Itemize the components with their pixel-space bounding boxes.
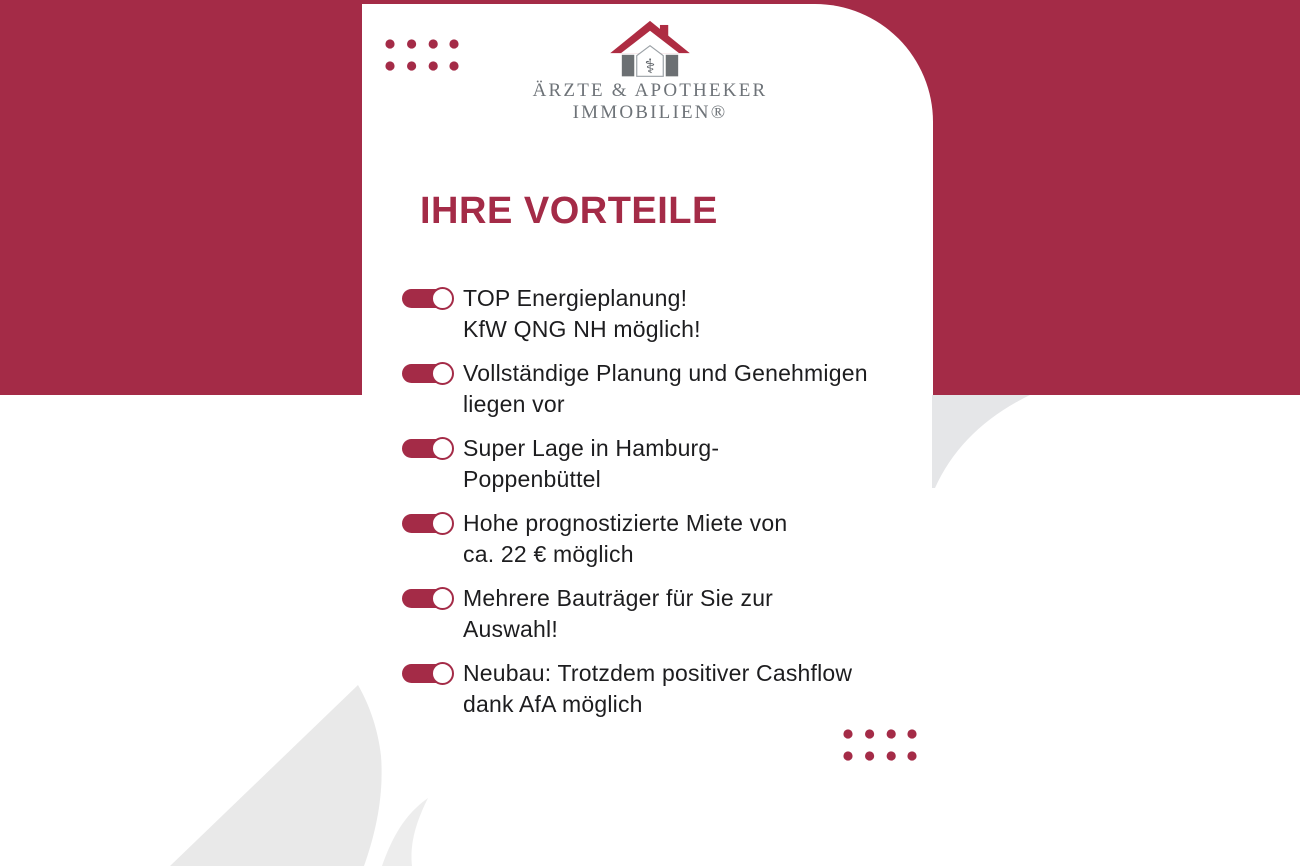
benefit-list — [402, 283, 868, 733]
benefit-line: Auswahl! — [463, 616, 558, 642]
benefit-text — [463, 358, 868, 420]
toggle-on-icon — [402, 289, 451, 308]
dot-grid-top-left-icon — [384, 38, 460, 71]
toggle-knob — [431, 587, 454, 610]
list-item — [402, 508, 868, 570]
benefit-text — [463, 658, 852, 720]
benefit-line: Vollständige Planung und Genehmigen — [463, 360, 868, 386]
benefit-text — [463, 433, 719, 495]
brand-name-line1: ÄRZTE & APOTHEKER — [532, 80, 768, 101]
list-item — [402, 358, 868, 420]
toggle-knob — [431, 512, 454, 535]
toggle-on-icon — [402, 589, 451, 608]
toggle-on-icon — [402, 364, 451, 383]
list-item — [402, 583, 868, 645]
benefit-text — [463, 283, 701, 345]
page-title: IHRE VORTEILE — [420, 190, 718, 232]
toggle-on-icon — [402, 514, 451, 533]
house-with-aesculapius-staff-icon — [608, 20, 692, 78]
benefit-line: liegen vor — [463, 391, 565, 417]
toggle-knob — [431, 662, 454, 685]
benefit-text — [463, 583, 773, 645]
toggle-knob — [431, 287, 454, 310]
toggle-on-icon — [402, 664, 451, 683]
benefit-line: dank AfA möglich — [463, 691, 643, 717]
brand-logo — [500, 20, 800, 122]
list-item — [402, 658, 868, 720]
toggle-knob — [431, 362, 454, 385]
benefit-line: Neubau: Trotzdem positiver Cashflow — [463, 660, 853, 686]
brand-name-line2: IMMOBILIEN® — [572, 102, 728, 123]
toggle-on-icon — [402, 439, 451, 458]
benefit-line: ca. 22 € möglich — [463, 541, 634, 567]
benefit-line: TOP Energieplanung! — [463, 285, 688, 311]
benefit-line: Super Lage in Hamburg- — [463, 435, 720, 461]
aesculapius-staff-glyph: ⚕ — [644, 56, 656, 78]
benefit-text — [463, 508, 787, 570]
dot-grid-bottom-right-icon — [842, 728, 918, 761]
benefit-line: Hohe prognostizierte Miete von — [463, 510, 788, 536]
benefit-line: Mehrere Bauträger für Sie zur — [463, 585, 774, 611]
toggle-knob — [431, 437, 454, 460]
list-item — [402, 433, 868, 495]
list-item — [402, 283, 868, 345]
benefit-line: Poppenbüttel — [463, 466, 601, 492]
benefit-line: KfW QNG NH möglich! — [463, 316, 701, 342]
